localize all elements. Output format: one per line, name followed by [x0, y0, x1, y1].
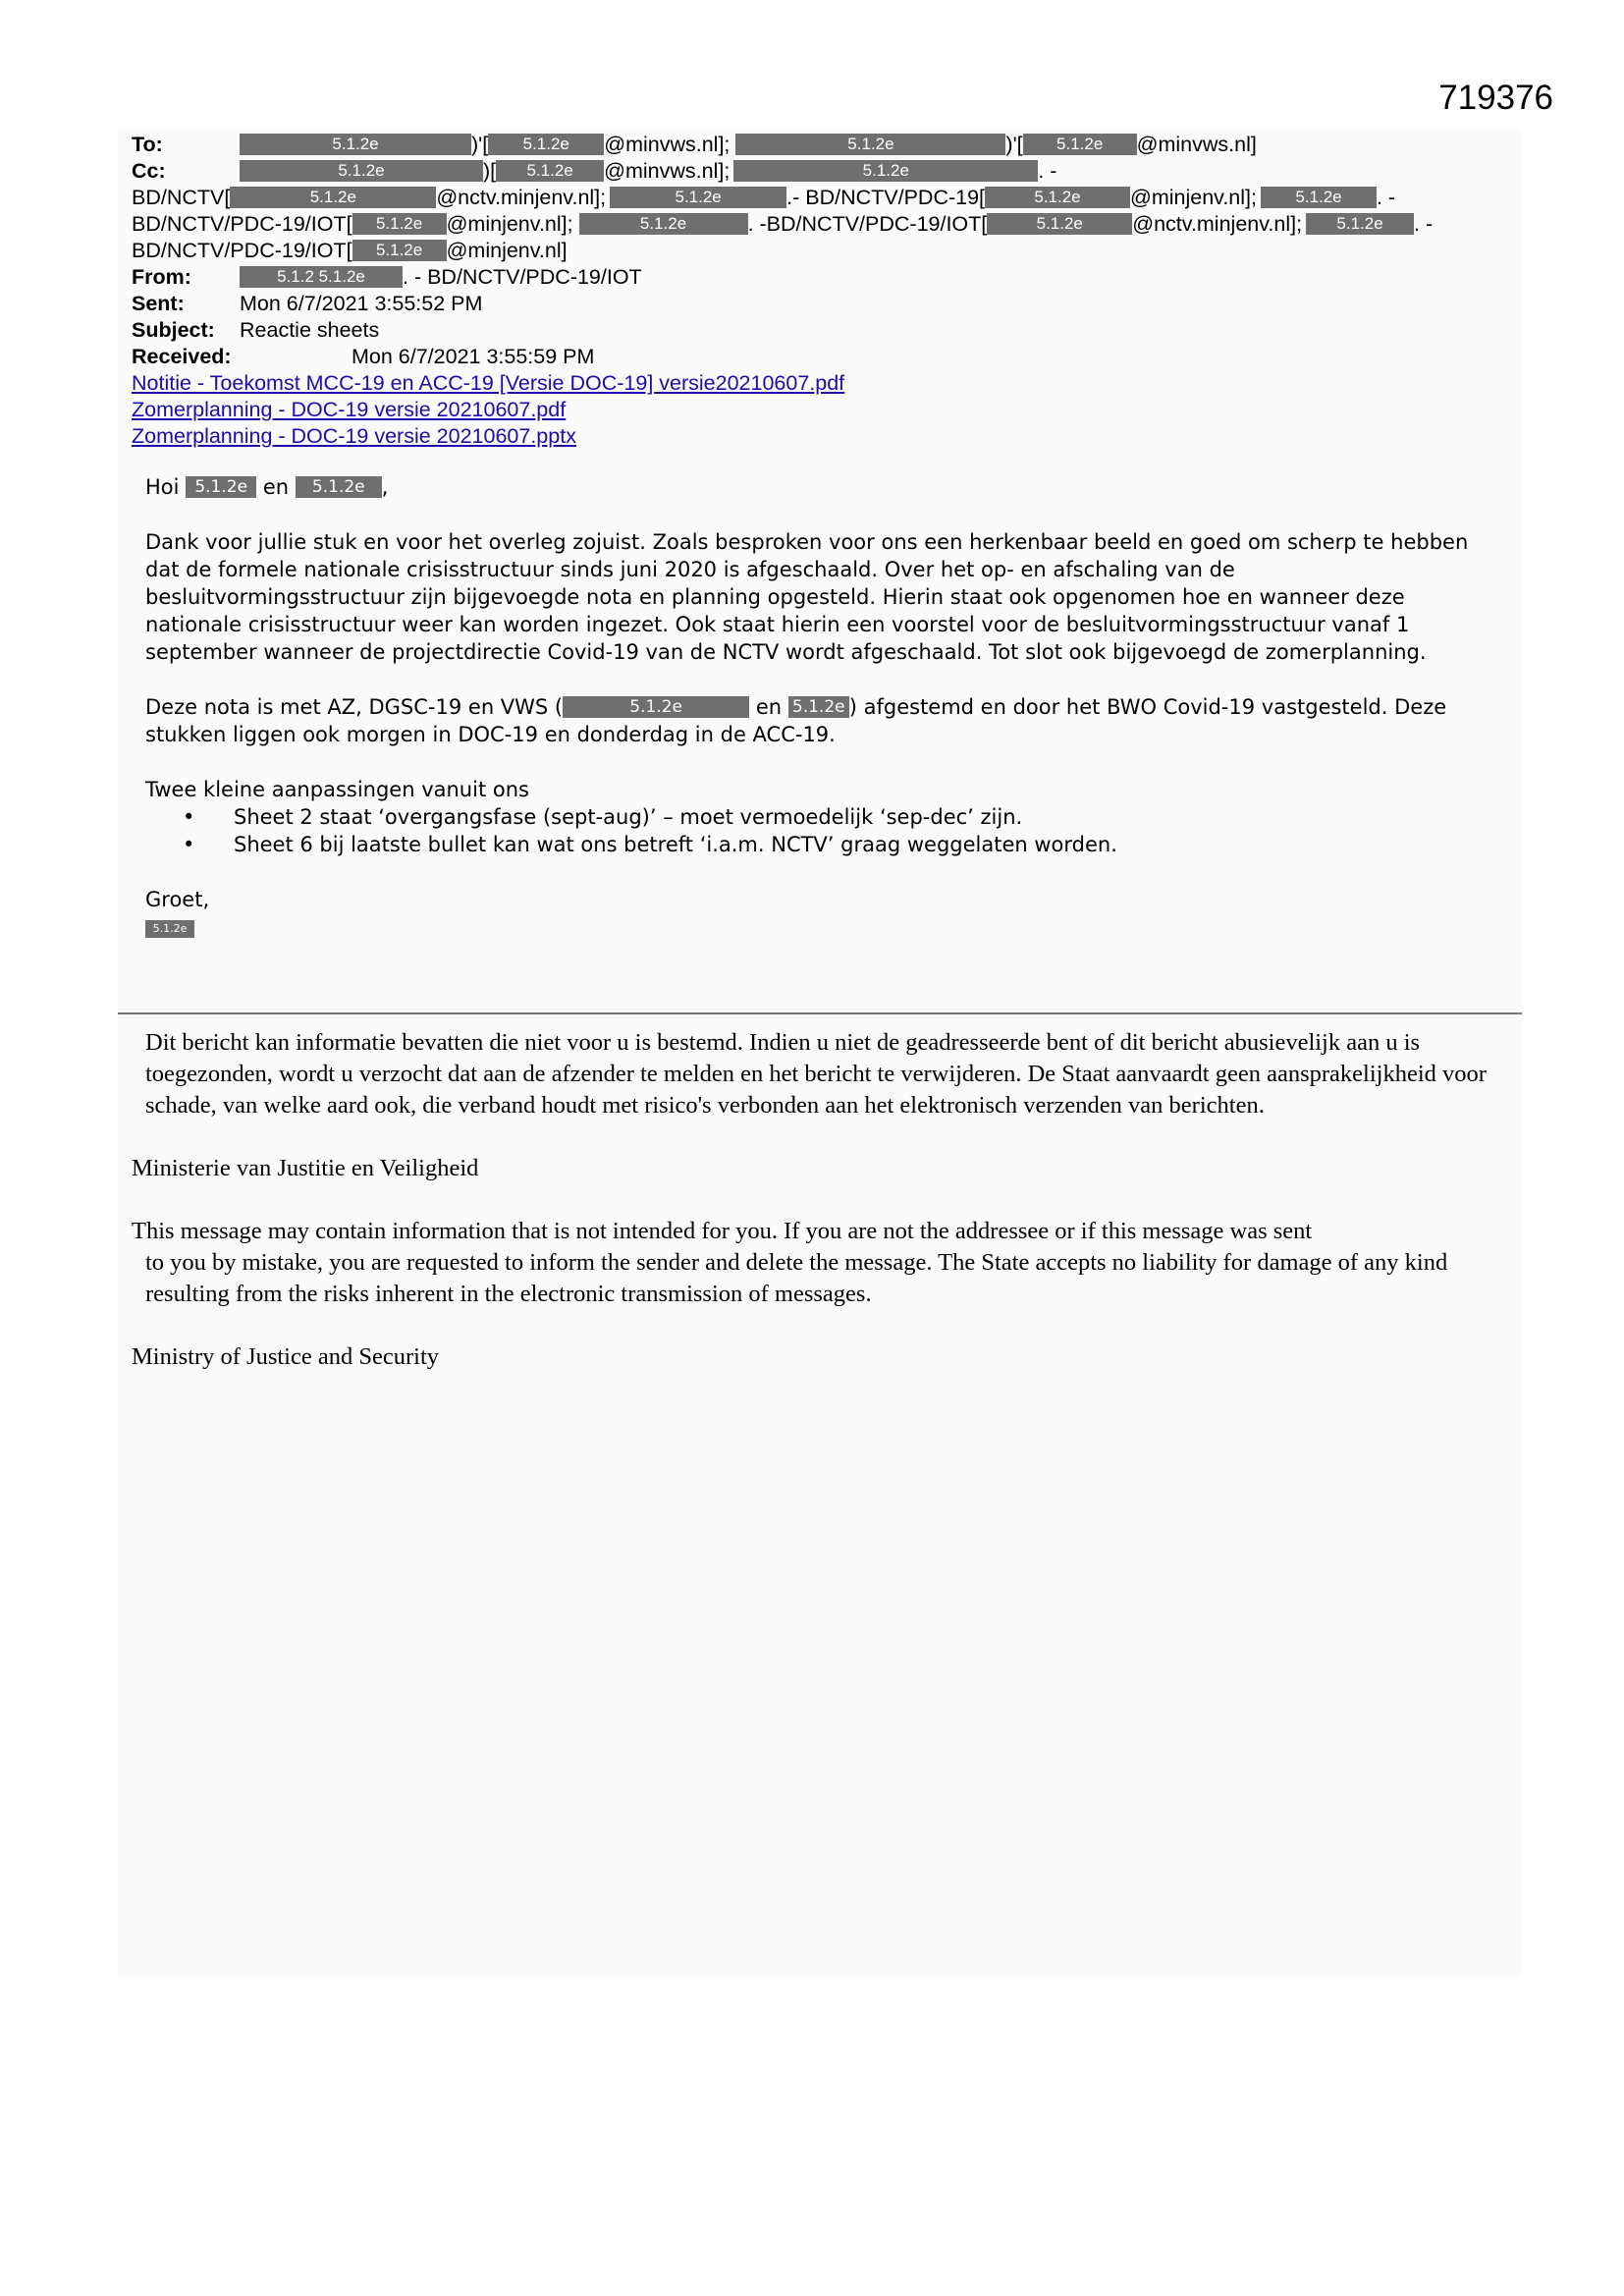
redacted-box: 5.1.2e	[230, 187, 436, 208]
cc-text: . -	[1038, 159, 1057, 183]
email-header	[132, 132, 1526, 450]
cc-text: BD/NCTV[	[132, 186, 231, 209]
redacted-box: 5.1.2e	[1023, 134, 1137, 155]
subject-row	[132, 317, 1526, 344]
cc-text: . -	[1414, 212, 1434, 236]
to-label: To:	[132, 133, 163, 156]
cc-text: . -	[1376, 186, 1396, 209]
list-item: • Sheet 6 bij laatste bullet kan wat ons betreft ‘i.a.m. NCTV’ graag weggelaten worden.	[183, 833, 1117, 856]
redacted-box: 5.1.2e	[352, 213, 447, 235]
cc-domain: @nctv.minjenv.nl];	[1132, 212, 1303, 236]
redacted-box: 5.1.2e	[1261, 187, 1377, 208]
redacted-box: 5.1.2e	[240, 160, 483, 182]
en-disclaimer: This message may contain information that is not intended for you. If you are not the addressee or if this message was sent to you by mistake, you are requested to inform the sender and delete the message. The State accepts no liability for damage of any kind resulting from the risks inherent in the electronic transmission of messages.	[132, 1218, 1448, 1307]
redacted-box: 5.1.2e	[488, 134, 604, 155]
cc-domain: @minjenv.nl];	[446, 212, 573, 236]
redacted-box: 5.1.2e	[733, 160, 1038, 182]
redacted-box: 5.1.2e	[296, 476, 382, 498]
cc-domain: @minjenv.nl];	[1130, 186, 1257, 209]
received-value: Mon 6/7/2021 3:55:59 PM	[352, 345, 595, 368]
redacted-box: 5.1.2e	[579, 213, 748, 235]
redacted-box: 5.1.2e	[985, 187, 1130, 208]
divider	[118, 1012, 1522, 1014]
cc-label: Cc:	[132, 159, 166, 183]
redacted-box: 5.1.2e	[1306, 213, 1414, 235]
to-text: )'[	[471, 133, 489, 156]
body-paragraph: Deze nota is met AZ, DGSC-19 en VWS ( 5.1.2e en 5.1.2e ) afgestemd en door het BWO Covid-19 vastgesteld. Deze stukken liggen ook morgen in DOC-19 en donderdag in de ACC-19.	[145, 695, 1447, 746]
from-label: From:	[132, 265, 191, 289]
cc-domain: @minjenv.nl]	[446, 239, 568, 262]
cc-row	[132, 238, 1526, 264]
redacted-box: 5.1.2e	[496, 160, 604, 182]
cc-domain: @nctv.minjenv.nl];	[436, 186, 607, 209]
redacted-box: 5.1.2e	[563, 696, 749, 718]
redacted-box: 5.1.2e	[987, 213, 1132, 235]
received-row	[132, 344, 1526, 370]
document-number: 719376	[1438, 79, 1553, 117]
en-ministry: Ministry of Justice and Security	[132, 1343, 440, 1370]
redacted-box: 5.1.2e	[186, 476, 256, 498]
email-body	[145, 473, 1500, 941]
cc-row	[132, 185, 1526, 211]
to-text: )'[	[1005, 133, 1023, 156]
sent-value: Mon 6/7/2021 3:55:52 PM	[240, 292, 483, 315]
nl-disclaimer: Dit bericht kan informatie bevatten die niet voor u is bestemd. Indien u niet de geadresseerde bent of dit bericht abusievelijk aan u is toegezonden, wordt u verzocht dat aan de afzender te melden en het bericht te verwijderen. De Staat aanvaardt geen aansprakelijkheid voor schade, van welke aard ook, die verband houdt met risico's verbonden aan het elektronisch verzenden van berichten.	[145, 1029, 1487, 1119]
redacted-box: 5.1.2e	[240, 134, 471, 155]
list-item: • Sheet 2 staat ‘overgangsfase (sept-aug)’ – moet vermoedelijk ‘sep-dec’ zijn.	[183, 805, 1023, 829]
cc-row	[132, 158, 1526, 185]
cc-text: BD/NCTV/PDC-19/IOT[	[132, 212, 352, 236]
change-list	[145, 803, 1500, 858]
redacted-box: 5.1.2e	[788, 696, 849, 718]
attachment-link[interactable]: Zomerplanning - DOC-19 versie 20210607.pdf	[132, 398, 567, 421]
cc-row	[132, 211, 1526, 238]
attachment-link[interactable]: Notitie - Toekomst MCC-19 en ACC-19 [Versie DOC-19] versie20210607.pdf	[132, 371, 845, 395]
to-domain: @minvws.nl];	[604, 133, 731, 156]
body-paragraph: Dank voor jullie stuk en voor het overleg zojuist. Zoals besproken voor ons een herkenbaar beeld en goed om scherp te hebben dat de formele nationale crisisstructuur sinds juni 2020 is afgeschaald. Over het op- en afschaling van de besluitvormingsstructuur zijn bijgevoegde nota en planning opgesteld. Hierin staat ook opgenomen hoe en wanneer deze nationale crisisstructuur weer kan worden ingezet. Ook staat hierin een voorstel voor de besluitvormingsstructuur vanaf 1 september wanneer de projectdirectie Covid-19 van de NCTV wordt afgeschaald. Tot slot ook bijgevoegd de zomerplanning.	[145, 530, 1469, 664]
to-row	[132, 132, 1526, 158]
sent-row	[132, 291, 1526, 317]
closing: Groet,	[145, 888, 210, 911]
list-intro: Twee kleine aanpassingen vanuit ons	[145, 778, 529, 801]
cc-domain: @minvws.nl];	[604, 159, 731, 183]
redacted-box: 5.1.2e	[735, 134, 1005, 155]
footer-disclaimer	[132, 1027, 1506, 1373]
subject-value: Reactie sheets	[240, 318, 380, 342]
attachment-link[interactable]: Zomerplanning - DOC-19 versie 20210607.pptx	[132, 424, 576, 448]
greeting: Hoi 5.1.2e en 5.1.2e ,	[145, 475, 389, 499]
sent-label: Sent:	[132, 292, 185, 315]
to-domain: @minvws.nl]	[1136, 133, 1257, 156]
cc-text: .- BD/NCTV/PDC-19[	[786, 186, 986, 209]
cc-text: )[	[483, 159, 497, 183]
from-row	[132, 264, 1526, 291]
redacted-box: 5.1.2 5.1.2e	[240, 266, 403, 288]
redacted-box: 5.1.2e	[610, 187, 786, 208]
subject-label: Subject:	[132, 318, 215, 342]
received-label: Received:	[132, 345, 232, 368]
cc-text: . -BD/NCTV/PDC-19/IOT[	[747, 212, 988, 236]
redacted-box: 5.1.2e	[145, 920, 194, 938]
cc-text: BD/NCTV/PDC-19/IOT[	[132, 239, 352, 262]
nl-ministry: Ministerie van Justitie en Veiligheid	[132, 1155, 479, 1181]
redacted-box: 5.1.2e	[352, 240, 447, 261]
from-value: . - BD/NCTV/PDC-19/IOT	[403, 265, 642, 289]
